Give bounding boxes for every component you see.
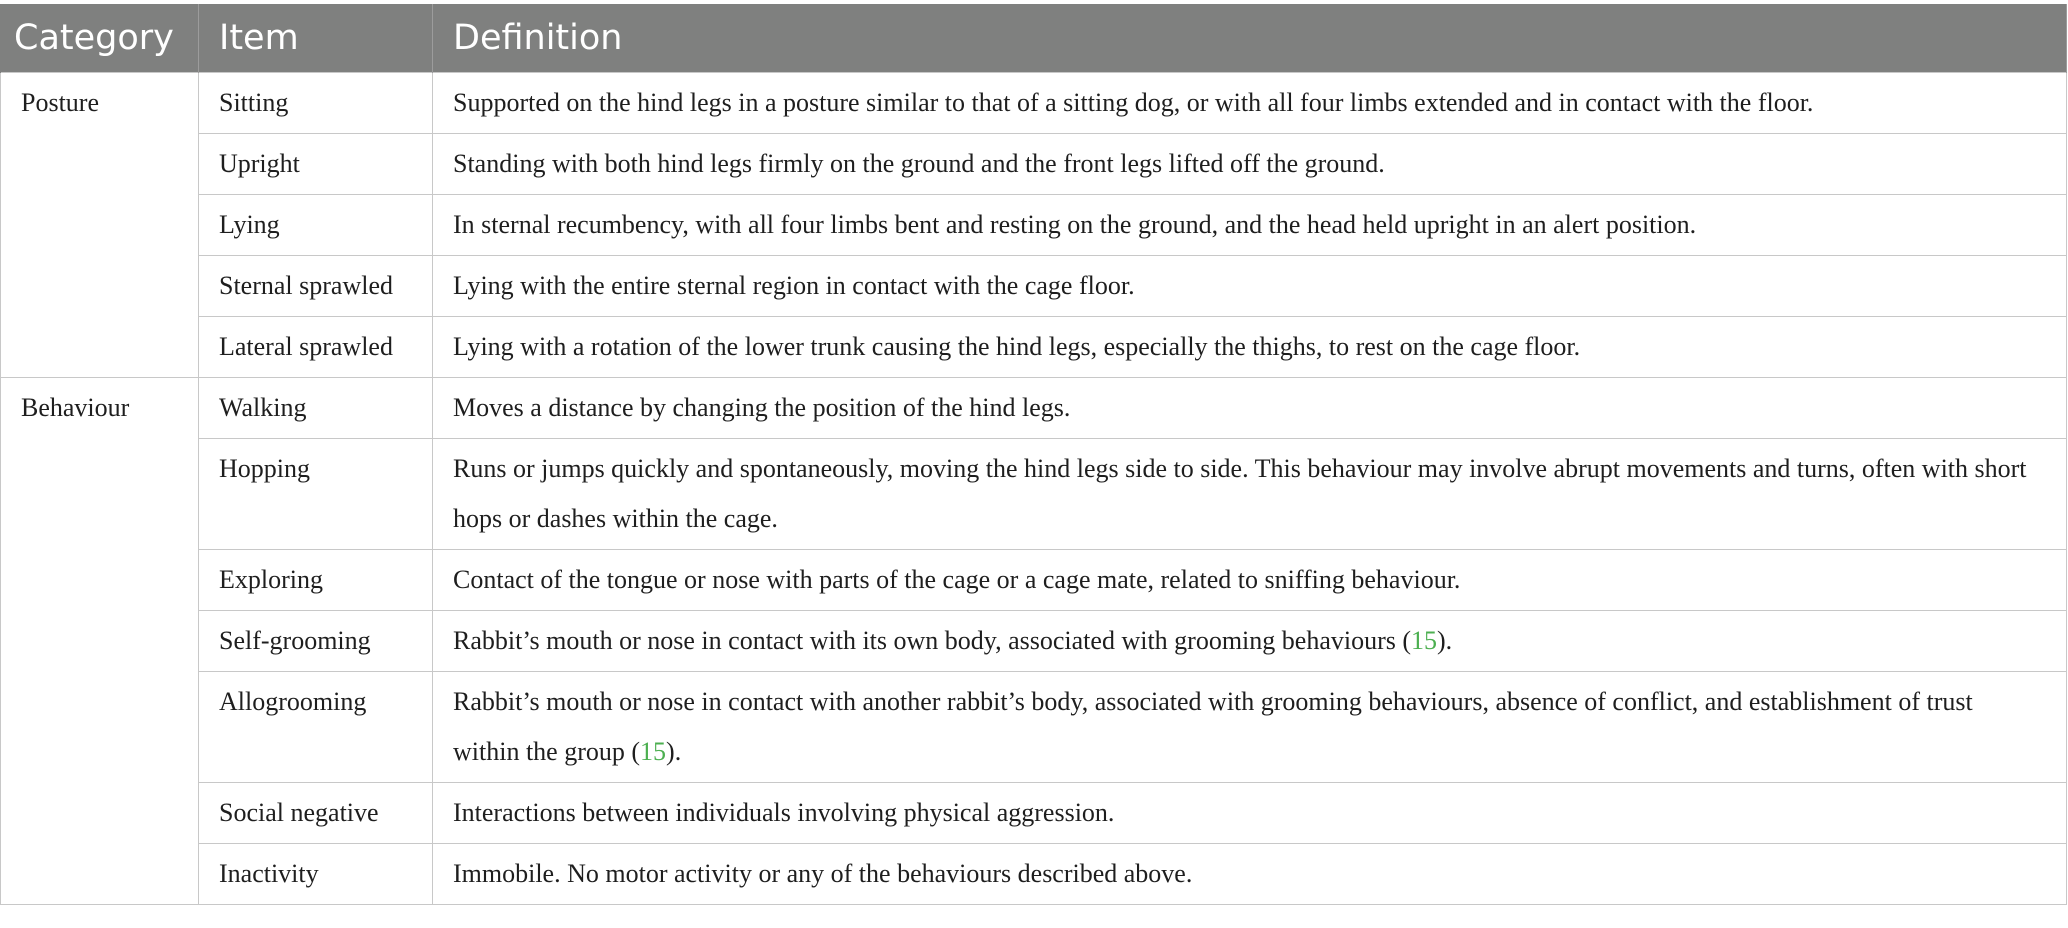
table-row xyxy=(1,73,2067,134)
table-row xyxy=(1,195,2067,256)
definition-cell xyxy=(433,134,2067,195)
header-definition: Definition xyxy=(433,4,2067,73)
item-label: Upright xyxy=(219,149,300,178)
definition-text: Runs or jumps quickly and spontaneously, moving the hind legs side to side. This behaviour may involve abrupt movements and turns, often with short hops or dashes within the cage. xyxy=(453,454,2027,533)
item-label: Lying xyxy=(219,210,280,239)
definition-text: In sternal recumbency, with all four limbs bent and resting on the ground, and the head held upright in an alert position. xyxy=(453,210,1697,239)
item-label: Walking xyxy=(219,393,307,422)
definition-post: ). xyxy=(1437,626,1453,655)
item-label: Hopping xyxy=(219,454,310,483)
definition-cell xyxy=(433,195,2067,256)
item-cell xyxy=(199,844,433,905)
table-row xyxy=(1,134,2067,195)
reference-link[interactable]: 15 xyxy=(1411,626,1438,655)
definition-cell xyxy=(433,550,2067,611)
definition-cell xyxy=(433,844,2067,905)
item-cell xyxy=(199,195,433,256)
item-label: Exploring xyxy=(219,565,323,594)
definition-cell xyxy=(433,439,2067,550)
table-row xyxy=(1,317,2067,378)
definition-cell xyxy=(433,783,2067,844)
definitions-table-wrapper xyxy=(0,4,2066,905)
category-cell-behaviour: Behaviour xyxy=(1,378,199,905)
definition-pre: Rabbit’s mouth or nose in contact with its own body, associated with grooming behaviours ( xyxy=(453,626,1412,655)
item-cell xyxy=(199,783,433,844)
table-row xyxy=(1,672,2067,783)
definition-text: Lying with a rotation of the lower trunk causing the hind legs, especially the thighs, to rest on the cage floor. xyxy=(453,332,1581,361)
item-cell xyxy=(199,256,433,317)
reference-link[interactable]: 15 xyxy=(640,737,667,766)
definition-text: Lying with the entire sternal region in contact with the cage floor. xyxy=(453,271,1135,300)
item-label: Social negative xyxy=(219,798,379,827)
item-cell xyxy=(199,317,433,378)
definition-cell xyxy=(433,73,2067,134)
definition-text: Immobile. No motor activity or any of the behaviours described above. xyxy=(453,859,1193,888)
table-header-row xyxy=(1,4,2067,73)
definition-text: Interactions between individuals involving physical aggression. xyxy=(453,798,1115,827)
definition-post: ). xyxy=(666,737,682,766)
definitions-table xyxy=(0,4,2067,905)
definition-pre: Rabbit’s mouth or nose in contact with another rabbit’s body, associated with grooming behaviours, absence of conflict, and establishment of trust within the group ( xyxy=(453,687,1973,766)
definition-text xyxy=(453,611,2050,666)
table-row xyxy=(1,256,2067,317)
table-row xyxy=(1,439,2067,550)
item-label: Sitting xyxy=(219,88,289,117)
item-label: Sternal sprawled xyxy=(219,271,394,300)
definition-cell xyxy=(433,611,2067,672)
definition-cell xyxy=(433,378,2067,439)
definition-text: Contact of the tongue or nose with parts of the cage or a cage mate, related to sniffing behaviour. xyxy=(453,565,1461,594)
item-cell xyxy=(199,378,433,439)
item-cell xyxy=(199,550,433,611)
item-label: Self-grooming xyxy=(219,626,371,655)
definition-text: Standing with both hind legs firmly on the ground and the front legs lifted off the ground. xyxy=(453,149,1385,178)
category-cell-posture: Posture xyxy=(1,73,199,378)
item-label: Inactivity xyxy=(219,859,319,888)
item-label: Allogrooming xyxy=(219,687,367,716)
definition-cell xyxy=(433,672,2067,783)
definition-cell xyxy=(433,256,2067,317)
table-row xyxy=(1,550,2067,611)
table-row xyxy=(1,378,2067,439)
definition-cell xyxy=(433,317,2067,378)
item-cell xyxy=(199,672,433,783)
table-row xyxy=(1,611,2067,672)
item-cell xyxy=(199,73,433,134)
header-item: Item xyxy=(199,4,433,73)
definition-text: Supported on the hind legs in a posture similar to that of a sitting dog, or with all four limbs extended and in contact with the floor. xyxy=(453,88,1814,117)
definition-text xyxy=(453,672,2050,777)
item-label: Lateral sprawled xyxy=(219,332,393,361)
table-row xyxy=(1,844,2067,905)
definition-text: Moves a distance by changing the position of the hind legs. xyxy=(453,393,1071,422)
table-row xyxy=(1,783,2067,844)
item-cell xyxy=(199,439,433,550)
header-category: Category xyxy=(1,4,199,73)
item-cell xyxy=(199,611,433,672)
item-cell xyxy=(199,134,433,195)
